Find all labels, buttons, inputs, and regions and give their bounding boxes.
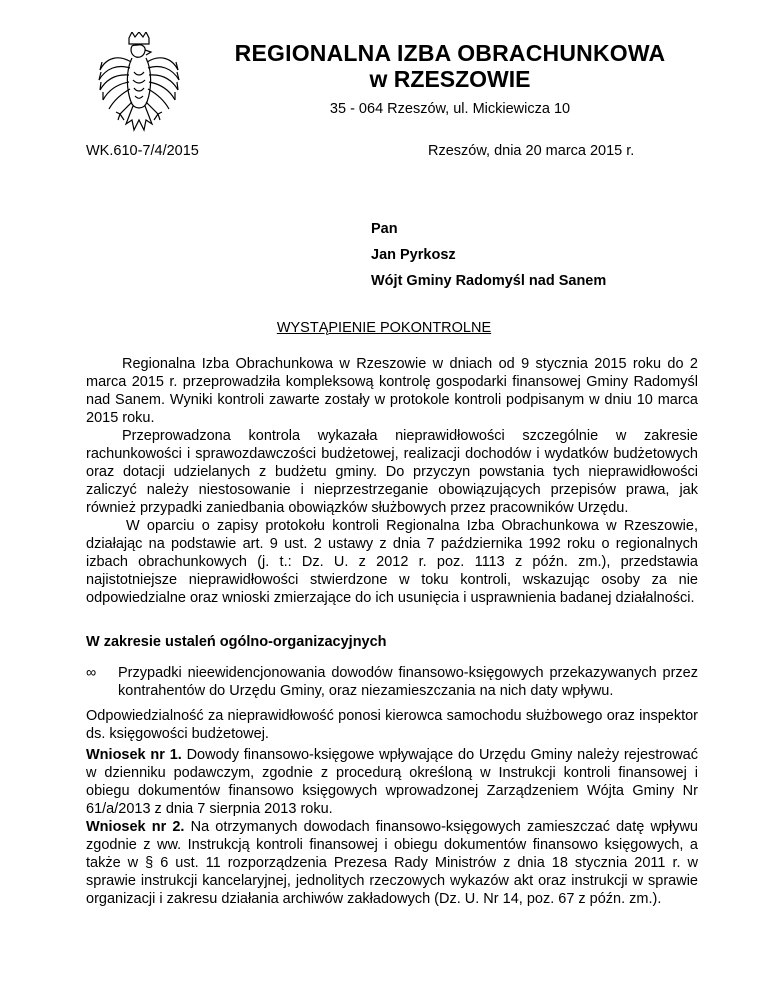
paragraph-1: Regionalna Izba Obrachunkowa w Rzeszowie w dniach od 9 stycznia 2015 roku do 2 marca 2015 r. przeprowadziła kompleksową kontrolę gospodarki finansowej Gminy Radomyśl nad Sanem. Wyniki kontroli zawarte zostały w protokole kontroli podpisanym w dniu 10 marca 2015 roku. bbox=[86, 356, 698, 426]
body-text bbox=[86, 355, 698, 607]
document-title: WYSTĄPIENIE POKONTROLNE bbox=[276, 320, 492, 336]
responsibility-text: Odpowiedzialność za nieprawidłowość ponosi kierowca samochodu służbowego oraz inspektor ds. księgowości budżetowej. bbox=[86, 708, 698, 742]
institution-address: 35 - 064 Rzeszów, ul. Mickiewicza 10 bbox=[329, 101, 571, 117]
polish-eagle-emblem-icon bbox=[96, 32, 182, 144]
wniosek-1-label: Wniosek nr 1. bbox=[86, 747, 182, 763]
recipient-position: Wójt Gminy Radomyśl nad Sanem bbox=[371, 273, 607, 289]
infinity-bullet-icon: ∞ bbox=[86, 665, 97, 681]
institution-city: w RZESZOWIE bbox=[369, 66, 531, 92]
wniosek-2-text: Na otrzymanych dowodach finansowo-księgowych zamieszczać datę wpływu zgodnie z ww. Instrukcją kontroli finansowej i obiegu dokumentów finansowo księgowych, a także w § 6 ust. 11 rozporządzenia Prezesa Rady Ministrów z dnia 18 stycznia 2011 r. w sprawie instrukcji kancelaryjnej, jednolitych rzeczowych wykazów akt oraz instrukcji w sprawie organizacji i zakresu działania archiwów zakładowych (Dz. U. Nr 14, poz. 67 z późn. zm.). bbox=[86, 819, 698, 907]
recipient-name: Jan Pyrkosz bbox=[371, 247, 456, 263]
wniosek-1-text: Dowody finansowo-księgowe wpływające do Urzędu Gminy należy rejestrować w dzienniku podawczym, zgodnie z procedurą określoną w Instrukcji kontroli finansowej i obiegu dokumentów finansowo księgowych wprowadzonej Zarządzeniem Wójta Gminy Nr 61/a/2013 z dnia 7 sierpnia 2013 roku. bbox=[86, 747, 698, 817]
recipient-salutation: Pan bbox=[371, 221, 398, 237]
section-heading: W zakresie ustaleń ogólno-organizacyjnych bbox=[86, 634, 387, 650]
bullet-item bbox=[86, 664, 698, 700]
wniosek-2-label: Wniosek nr 2. bbox=[86, 819, 185, 835]
letter-date: Rzeszów, dnia 20 marca 2015 r. bbox=[428, 143, 635, 159]
bullet-text: Przypadki nieewidencjonowania dowodów finansowo-księgowych przekazywanych przez kontrahentów do Urzędu Gminy, oraz niezamieszczania na nich daty wpływu. bbox=[118, 665, 698, 699]
wniosek-1 bbox=[86, 746, 698, 818]
paragraph-2: Przeprowadzona kontrola wykazała nieprawidłowości szczególnie w zakresie rachunkowości i sprawozdawczości budżetowej, realizacji dochodów i wydatków budżetowych oraz dotacji udzielanych z budżetu gminy. Do przyczyn powstania tych nieprawidłowości zaliczyć należy niestosowanie i nieprzestrzeganie obowiązujących przepisów prawa, jak również przypadki zaniedbania obowiązków służbowych przez pracowników Urzędu. bbox=[86, 428, 698, 516]
wniosek-2 bbox=[86, 818, 698, 908]
paragraph-3: W oparciu o zapisy protokołu kontroli Regionalna Izba Obrachunkowa w Rzeszowie, działając na podstawie art. 9 ust. 2 ustawy z dnia 7 października 1992 roku o regionalnych izbach obrachunkowych (j. t.: Dz. U. z 2012 r. poz. 1113 z późn. zm.), przedstawia najistotniejsze nieprawidłowości stwierdzone w toku kontroli, wskazując osoby za nie odpowiedzialne oraz wnioski zmierzające do ich usunięcia i usprawnienia badanej działalności. bbox=[86, 518, 698, 606]
reference-number: WK.610-7/4/2015 bbox=[86, 143, 199, 159]
institution-name: REGIONALNA IZBA OBRACHUNKOWA bbox=[234, 40, 666, 66]
